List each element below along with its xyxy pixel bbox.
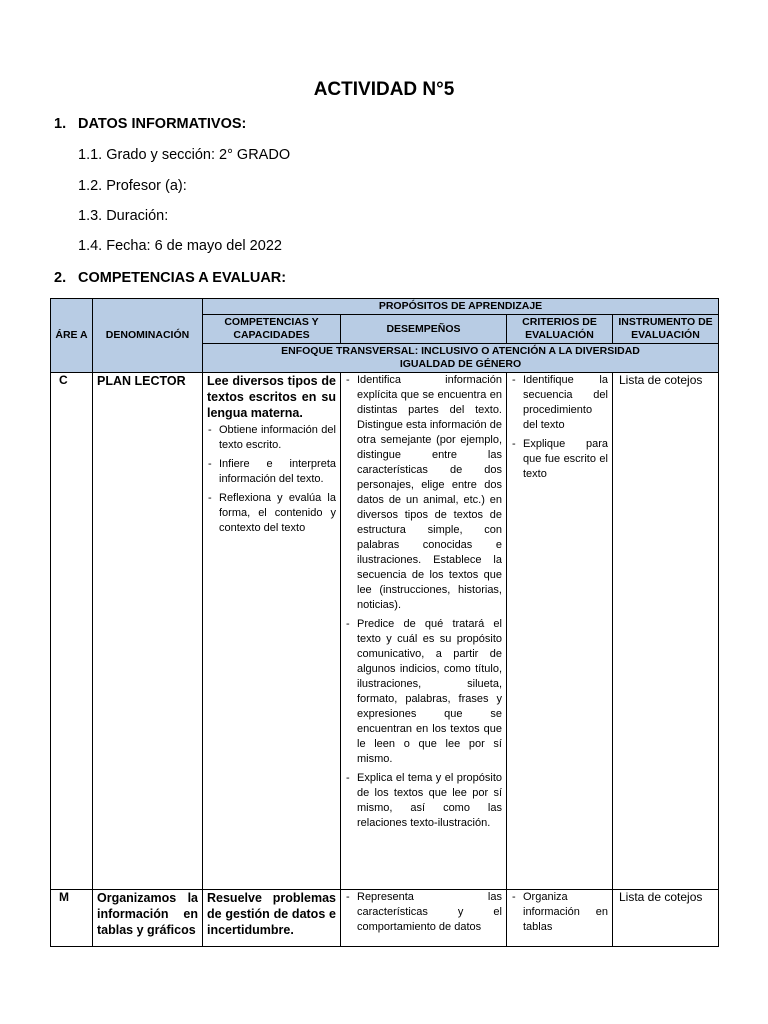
list-item: - Organiza información en tablas xyxy=(511,890,608,935)
info-line-profesor: 1.2. Profesor (a): xyxy=(78,178,187,194)
section-label: COMPETENCIAS A EVALUAR: xyxy=(78,270,287,286)
header-area: ÁRE A xyxy=(51,299,93,373)
info-line-grado: 1.1. Grado y sección: 2° GRADO xyxy=(78,147,291,163)
list-item: - Identifique la secuencia del procedimiento del texto xyxy=(511,373,608,433)
criterios-list xyxy=(511,890,608,935)
list-item: - Predice de qué tratará el texto y cuál es su propósito comunicativo, a partir de algunos indicios, como título, ilustraciones, silueta, formato, palabras, frases y expresiones que se encuentran en los textos que le leen o que lee por sí mismo. xyxy=(345,617,502,767)
cell-instrumento: Lista de cotejos xyxy=(613,373,719,890)
header-propositos: PROPÓSITOS DE APRENDIZAJE xyxy=(203,299,719,315)
cell-criterios xyxy=(507,373,613,890)
info-line-fecha: 1.4. Fecha: 6 de mayo del 2022 xyxy=(78,238,282,254)
competencia-title: Lee diversos tipos de textos escritos en su lengua materna. xyxy=(207,374,336,420)
list-item: - Identifica información explícita que se encuentra en distintas partes del texto. Distingue esta información de otra semejante (por ejemplo, distingue entre las características de dos personajes, elige entre dos datos de un animal, etc.) en diversos tipos de textos de estructura simple, con palabras conocidas e ilustraciones. Establece la secuencia de los textos que lee (instrucciones, historias, noticias). xyxy=(345,373,502,613)
list-item: - Obtiene información del texto escrito. xyxy=(207,423,336,453)
document-title: ACTIVIDAD N°5 xyxy=(313,79,455,100)
section-heading-competencias xyxy=(54,270,286,286)
cell-area: C xyxy=(51,373,93,890)
cell-criterios xyxy=(507,890,613,947)
section-number: 1. xyxy=(54,116,67,132)
cell-denominacion xyxy=(93,890,203,947)
cell-area: M xyxy=(51,890,93,947)
cell-desempenos xyxy=(341,373,507,890)
info-line-duracion: 1.3. Duración: xyxy=(78,208,169,224)
competencias-table xyxy=(50,298,719,947)
cell-competencia xyxy=(203,373,341,890)
header-competencias: COMPETENCIAS Y CAPACIDADES xyxy=(203,315,341,344)
cell-competencia xyxy=(203,890,341,947)
competencia-title: Resuelve problemas de gestión de datos e incertidumbre. xyxy=(207,891,336,937)
cell-desempenos xyxy=(341,890,507,947)
denominacion-text: Organizamos la información en tablas y gráficos xyxy=(97,891,198,937)
list-item: - Infiere e interpreta información del texto. xyxy=(207,457,336,487)
header-denominacion: DENOMINACIÓN xyxy=(93,299,203,373)
section-label: DATOS INFORMATIVOS: xyxy=(78,116,247,132)
list-item: - Representa las características y el comportamiento de datos xyxy=(345,890,502,935)
list-item: - Explique para que fue escrito el texto xyxy=(511,437,608,482)
table-row xyxy=(51,890,719,947)
desempenos-list xyxy=(345,373,502,831)
table-row xyxy=(51,373,719,890)
desempenos-list xyxy=(345,890,502,935)
header-instrumento: INSTRUMENTO DE EVALUACIÓN xyxy=(613,315,719,344)
cell-instrumento: Lista de cotejos xyxy=(613,890,719,947)
section-number: 2. xyxy=(54,270,67,286)
cell-denominacion: PLAN LECTOR xyxy=(93,373,203,890)
capacidades-list xyxy=(207,423,336,536)
header-desempenos: DESEMPEÑOS xyxy=(341,315,507,344)
list-item: - Explica el tema y el propósito de los textos que lee por sí mismo, así como las relaciones texto-ilustración. xyxy=(345,771,502,831)
header-criterios: CRITERIOS DE EVALUACIÓN xyxy=(507,315,613,344)
header-enfoque: ENFOQUE TRANSVERSAL: INCLUSIVO O ATENCIÓN A LA DIVERSIDAD IGUALDAD DE GÉNERO xyxy=(203,344,719,373)
section-heading-datos xyxy=(54,116,246,132)
list-item: - Reflexiona y evalúa la forma, el contenido y contexto del texto xyxy=(207,491,336,536)
criterios-list xyxy=(511,373,608,482)
